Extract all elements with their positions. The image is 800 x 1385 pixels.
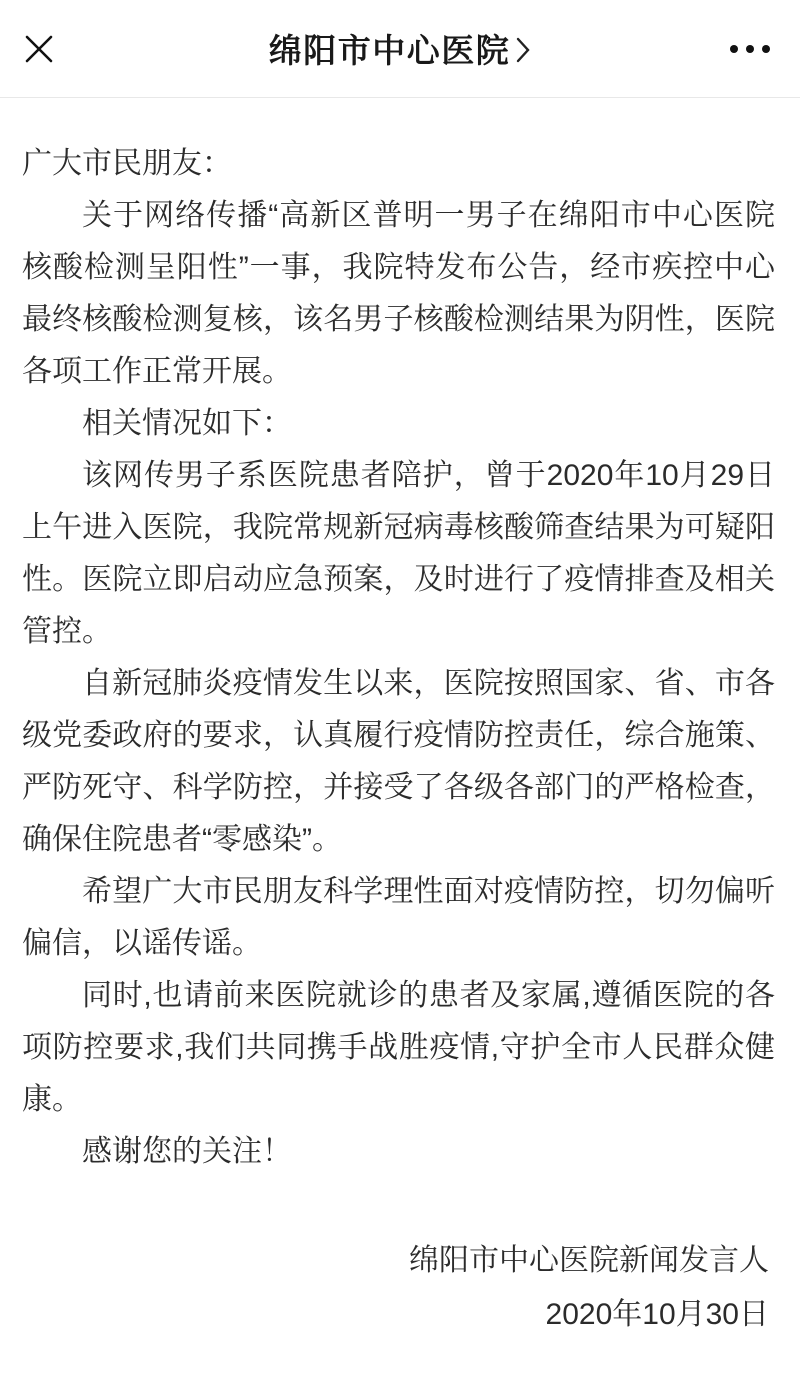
signature-block — [22, 1234, 775, 1342]
article-body — [0, 98, 800, 1342]
paragraph-case-details: 该网传男子系医院患者陪护，曾于2020年10月29日上午进入医院，我院常规新冠病毒核酸筛查结果为可疑阳性。医院立即启动应急预案，及时进行了疫情排查及相关管控。 — [22, 459, 775, 648]
paragraph-appeal-rational: 希望广大市民朋友科学理性面对疫情防控，切勿偏听偏信，以谣传谣。 — [22, 875, 775, 960]
close-button[interactable] — [14, 24, 64, 74]
chevron-right-icon — [515, 36, 531, 64]
paragraph-appeal-cooperation: 同时,也请前来医院就诊的患者及家属,遵循医院的各项防控要求,我们共同携手战胜疫情,守护全市人民群众健康。 — [22, 979, 775, 1116]
header-bar — [0, 0, 800, 98]
account-title-link[interactable] — [269, 25, 532, 72]
account-title: 绵阳市中心医院 — [268, 32, 511, 69]
close-icon — [24, 34, 54, 64]
ellipsis-icon — [730, 45, 770, 53]
paragraph-thanks: 感谢您的关注！ — [82, 1135, 292, 1168]
signature: 绵阳市中心医院新闻发言人 — [409, 1244, 769, 1277]
paragraph-announcement: 关于网络传播“高新区普明一男子在绵阳市中心医院核酸检测呈阳性”一事，我院特发布公告，经市疾控中心最终核酸检测复核，该名男子核酸检测结果为阴性，医院各项工作正常开展。 — [22, 199, 775, 388]
salutation-line: 广大市民朋友： — [22, 147, 232, 180]
date: 2020年10月30日 — [545, 1298, 769, 1331]
more-button[interactable] — [722, 24, 778, 74]
paragraph-prevention-measures: 自新冠肺炎疫情发生以来，医院按照国家、省、市各级党委政府的要求，认真履行疫情防控责任，综合施策、严防死守、科学防控，并接受了各级各部门的严格检查，确保住院患者“零感染”。 — [22, 667, 775, 856]
paragraph-situation-intro: 相关情况如下： — [82, 407, 292, 440]
